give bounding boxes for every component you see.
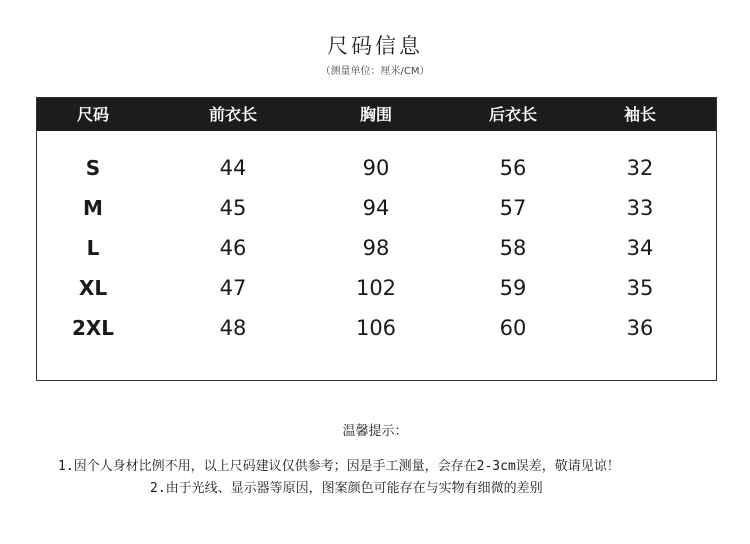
header-chest: 胸围 [359,105,393,124]
cell-chest: 106 [355,316,397,340]
cell-sleeve-length: 33 [626,196,654,220]
header-size: 尺码 [76,105,110,124]
cell-back-length: 57 [499,196,527,220]
table-row [37,148,716,188]
cell-size: S [85,156,101,180]
cell-size: L [86,236,100,260]
cell-back-length: 59 [499,276,527,300]
table-row [37,308,716,348]
tips-heading: 温馨提示： [342,424,408,439]
cell-chest: 90 [362,156,390,180]
table-header-row [37,98,716,131]
cell-chest: 94 [362,196,390,220]
cell-back-length: 58 [499,236,527,260]
cell-size: XL [78,276,108,300]
cell-back-length: 60 [499,316,527,340]
cell-sleeve-length: 34 [626,236,654,260]
size-table [36,97,717,381]
cell-size: M [83,196,103,220]
tip-line-2: 2.由于光线、显示器等原因，图案颜色可能存在与实物有细微的差别 [150,481,543,496]
cell-front-length: 48 [219,316,247,340]
cell-size: 2XL [71,316,115,340]
cell-front-length: 47 [219,276,247,300]
table-row [37,268,716,308]
cell-sleeve-length: 35 [626,276,654,300]
header-back-length: 后衣长 [488,105,538,124]
cell-chest: 102 [355,276,397,300]
cell-chest: 98 [362,236,390,260]
header-sleeve-length: 袖长 [623,105,657,124]
cell-back-length: 56 [499,156,527,180]
header-front-length: 前衣长 [208,105,258,124]
page-title: 尺码信息 [327,34,423,58]
cell-sleeve-length: 32 [626,156,654,180]
unit-note: （测量单位：厘米/CM） [320,66,430,77]
cell-front-length: 46 [219,236,247,260]
cell-front-length: 44 [219,156,247,180]
tip-line-1: 1.因个人身材比例不用，以上尺码建议仅供参考；因是手工测量，会存在2-3cm误差，敬请见谅！ [58,459,620,474]
cell-front-length: 45 [219,196,247,220]
cell-sleeve-length: 36 [626,316,654,340]
table-row [37,228,716,268]
table-row [37,188,716,228]
